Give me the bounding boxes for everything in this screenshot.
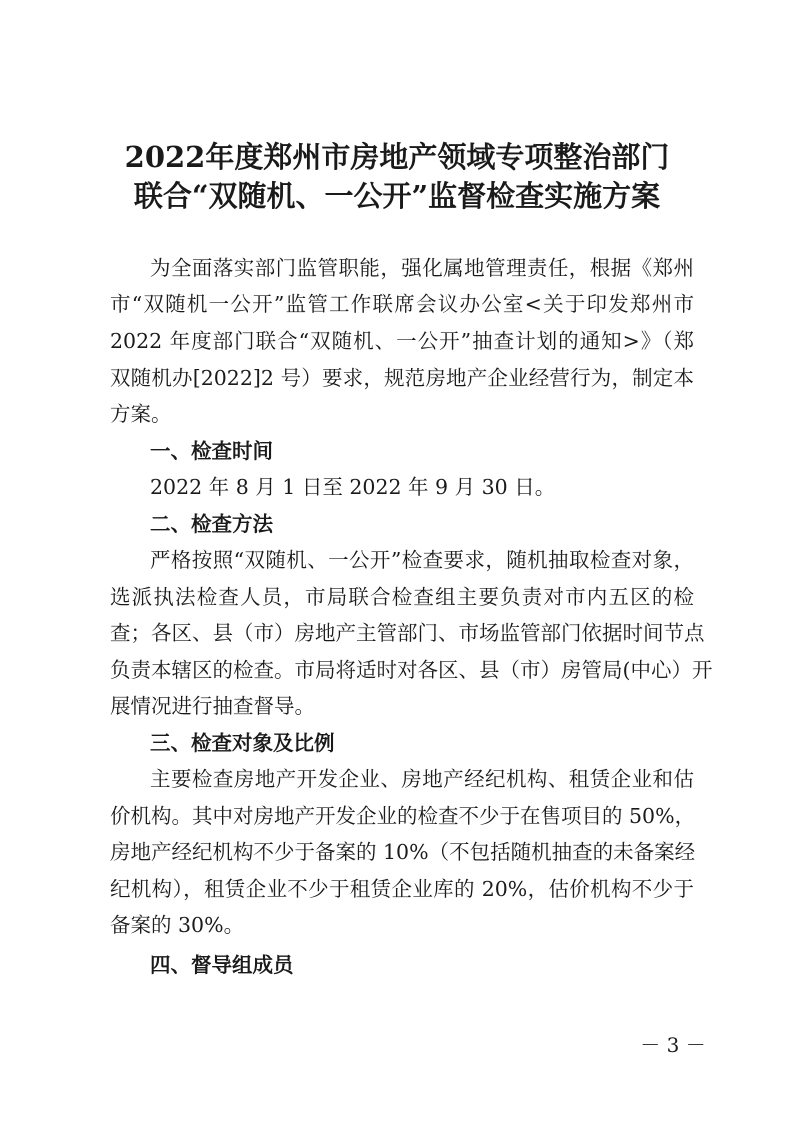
- document-title-line-2: 联合“双随机、一公开”监督检查实施方案: [133, 179, 661, 213]
- section-line: 主要检查房地产开发企业、房地产经纪机构、租赁企业和估: [150, 767, 694, 791]
- intro-line: 2022 年度部门联合“双随机、一公开”抽查计划的通知>》（郑: [110, 329, 694, 353]
- intro-line: 方案。: [110, 402, 172, 426]
- section-line: 备案的 30%。: [110, 913, 245, 937]
- section-line: 价机构。其中对房地产开发企业的检查不少于在售项目的 50%，: [110, 804, 696, 828]
- page-number: － 3 －: [640, 1033, 706, 1057]
- section-line: 查；各区、县（市）房地产主管部门、市场监管部门依据时间节点: [110, 621, 705, 645]
- section-line: 负责本辖区的检查。市局将适时对各区、县（市）房管局(中心）开: [110, 658, 713, 682]
- section-heading: 一、检查时间: [150, 439, 273, 463]
- section-line: 严格按照“双随机、一公开”检查要求，随机抽取检查对象，: [150, 548, 694, 572]
- intro-line: 市“双随机一公开”监管工作联席会议办公室<关于印发郑州市: [110, 292, 694, 316]
- section-line: 纪机构），租赁企业不少于租赁企业库的 20%，估价机构不少于: [110, 877, 694, 901]
- section-line: 房地产经纪机构不少于备案的 10%（不包括随机抽查的未备案经: [110, 840, 696, 864]
- section-heading: 三、检查对象及比例: [150, 731, 335, 755]
- intro-line: 为全面落实部门监管职能，强化属地管理责任，根据《郑州: [150, 256, 694, 280]
- section-line: 选派执法检查人员，市局联合检查组主要负责对市内五区的检: [110, 585, 694, 609]
- section-line: 展情况进行抽查督导。: [110, 694, 315, 718]
- intro-line: 双随机办[2022]2 号）要求，规范房地产企业经营行为，制定本: [110, 366, 694, 390]
- document-title-line-1: 2022年度郑州市房地产领域专项整治部门: [124, 140, 670, 174]
- section-heading: 四、督导组成员: [150, 953, 294, 977]
- section-heading: 二、检查方法: [150, 512, 273, 536]
- section-line: 2022 年 8 月 1 日至 2022 年 9 月 30 日。: [150, 475, 556, 499]
